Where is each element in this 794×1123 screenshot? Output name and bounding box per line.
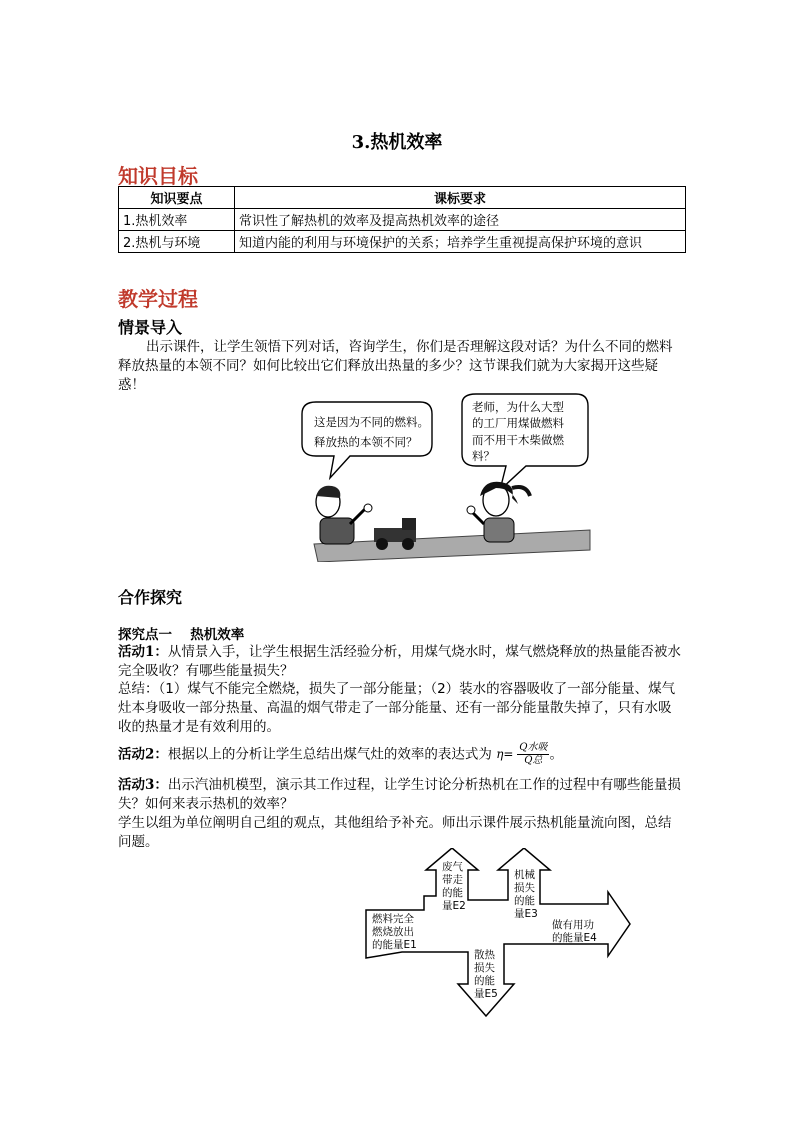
bubble-right-line: 料？ bbox=[472, 449, 495, 463]
activity-1-label: 活动1： bbox=[118, 644, 168, 660]
student-figure bbox=[467, 482, 530, 542]
flow-e5: 损失 bbox=[474, 962, 495, 974]
flow-e1: 的能量E1 bbox=[372, 939, 417, 951]
activity-2-text: 根据以上的分析让学生总结出煤气灶的效率的表达式为 bbox=[167, 746, 492, 763]
heading-teaching-process: 教学过程 bbox=[118, 287, 198, 311]
flow-e3: 量E3 bbox=[514, 908, 538, 920]
inquiry-point-1: 探究点一 热机效率 bbox=[118, 627, 245, 643]
table-cell: 2.热机与环境 bbox=[119, 231, 235, 253]
efficiency-formula bbox=[496, 742, 549, 767]
activity-2-end: 。 bbox=[549, 746, 563, 763]
teacher-figure bbox=[316, 486, 372, 544]
flow-e3: 损失 bbox=[514, 882, 535, 894]
flow-e5: 的能 bbox=[474, 975, 495, 987]
flow-e2: 的能 bbox=[442, 887, 463, 899]
table-cell: 1.热机效率 bbox=[119, 209, 235, 231]
activity-2 bbox=[118, 742, 684, 767]
flow-e4: 做有用功 bbox=[552, 919, 594, 931]
activity-1 bbox=[118, 643, 684, 681]
flow-e1: 燃烧放出 bbox=[372, 926, 414, 938]
flow-e2: 带走 bbox=[442, 874, 463, 886]
heading-cooperative: 合作探究 bbox=[118, 588, 183, 607]
formula-numerator: Q水吸 bbox=[519, 742, 548, 753]
flow-e2: 废气 bbox=[442, 861, 463, 873]
flow-e4: 的能量E4 bbox=[552, 932, 597, 944]
activity-2-label: 活动2： bbox=[118, 746, 168, 763]
table-cell: 知道内能的利用与环境保护的关系；培养学生重视提高保护环境的意识 bbox=[235, 231, 686, 253]
flow-e5: 量E5 bbox=[474, 988, 498, 1000]
activity-3 bbox=[118, 776, 684, 814]
activity-1-text: 从情景入手，让学生根据生活经验分析，用煤气烧水时，煤气燃烧释放的热量能否被水完全吸收？有哪些能量损失？ bbox=[118, 644, 681, 679]
bubble-left-line: 这是因为不同的燃料。 bbox=[314, 415, 429, 429]
table-header: 课标要求 bbox=[235, 187, 686, 209]
intro-paragraph: 出示课件，让学生领悟下列对话，咨询学生，你们是否理解这段对话？为什么不同的燃料释放热量的本领不同？如何比较出它们释放出热量的多少？这节课我们就为大家揭开这些疑惑！ bbox=[118, 339, 673, 393]
bubble-left-line: 释放热的本领不同？ bbox=[314, 435, 418, 449]
bubble-right-line: 的工厂用煤做燃料 bbox=[472, 416, 564, 430]
desk-shape bbox=[314, 530, 590, 562]
energy-flow-diagram bbox=[362, 848, 634, 1018]
flow-e5: 散热 bbox=[474, 949, 495, 961]
flow-e3: 机械 bbox=[514, 869, 535, 881]
bubble-right-line: 而不用干木柴做燃 bbox=[472, 433, 564, 447]
flow-e1: 燃料完全 bbox=[372, 913, 414, 925]
table-header-row bbox=[119, 187, 686, 209]
cartoon-illustration bbox=[290, 392, 592, 562]
heading-intro: 情景导入 bbox=[118, 318, 183, 337]
flow-e2: 量E2 bbox=[442, 900, 466, 912]
goals-table bbox=[118, 186, 686, 253]
table-row bbox=[119, 231, 686, 253]
flow-e3: 的能 bbox=[514, 895, 535, 907]
table-row bbox=[119, 209, 686, 231]
activity-3-followup: 学生以组为单位阐明自己组的观点，其他组给予补充。师出示课件展示热机能量流向图，总结问题。 bbox=[118, 815, 672, 850]
formula-eta: η= bbox=[496, 747, 514, 761]
page-title: 3.热机效率 bbox=[351, 132, 443, 153]
bubble-right-line: 老师，为什么大型 bbox=[472, 400, 564, 414]
activity-3-text: 出示汽油机模型，演示其工作过程，让学生讨论分析热机在工作的过程中有哪些能量损失？如何来表示热机的效率？ bbox=[118, 777, 681, 812]
formula-denominator: Q总 bbox=[524, 755, 543, 766]
summary-paragraph: 总结：（1）煤气不能完全燃烧，损失了一部分能量；（2）装水的容器吸收了一部分能量、煤气灶本身吸收一部分热量、高温的烟气带走了一部分能量、还有一部分能量散失掉了，只有水吸收的热量才是有效利用的。 bbox=[118, 681, 676, 735]
table-cell: 常识性了解热机的效率及提高热机效率的途径 bbox=[235, 209, 686, 231]
table-header: 知识要点 bbox=[119, 187, 235, 209]
heading-knowledge-goals: 知识目标 bbox=[118, 164, 198, 188]
activity-3-label: 活动3： bbox=[118, 777, 168, 793]
